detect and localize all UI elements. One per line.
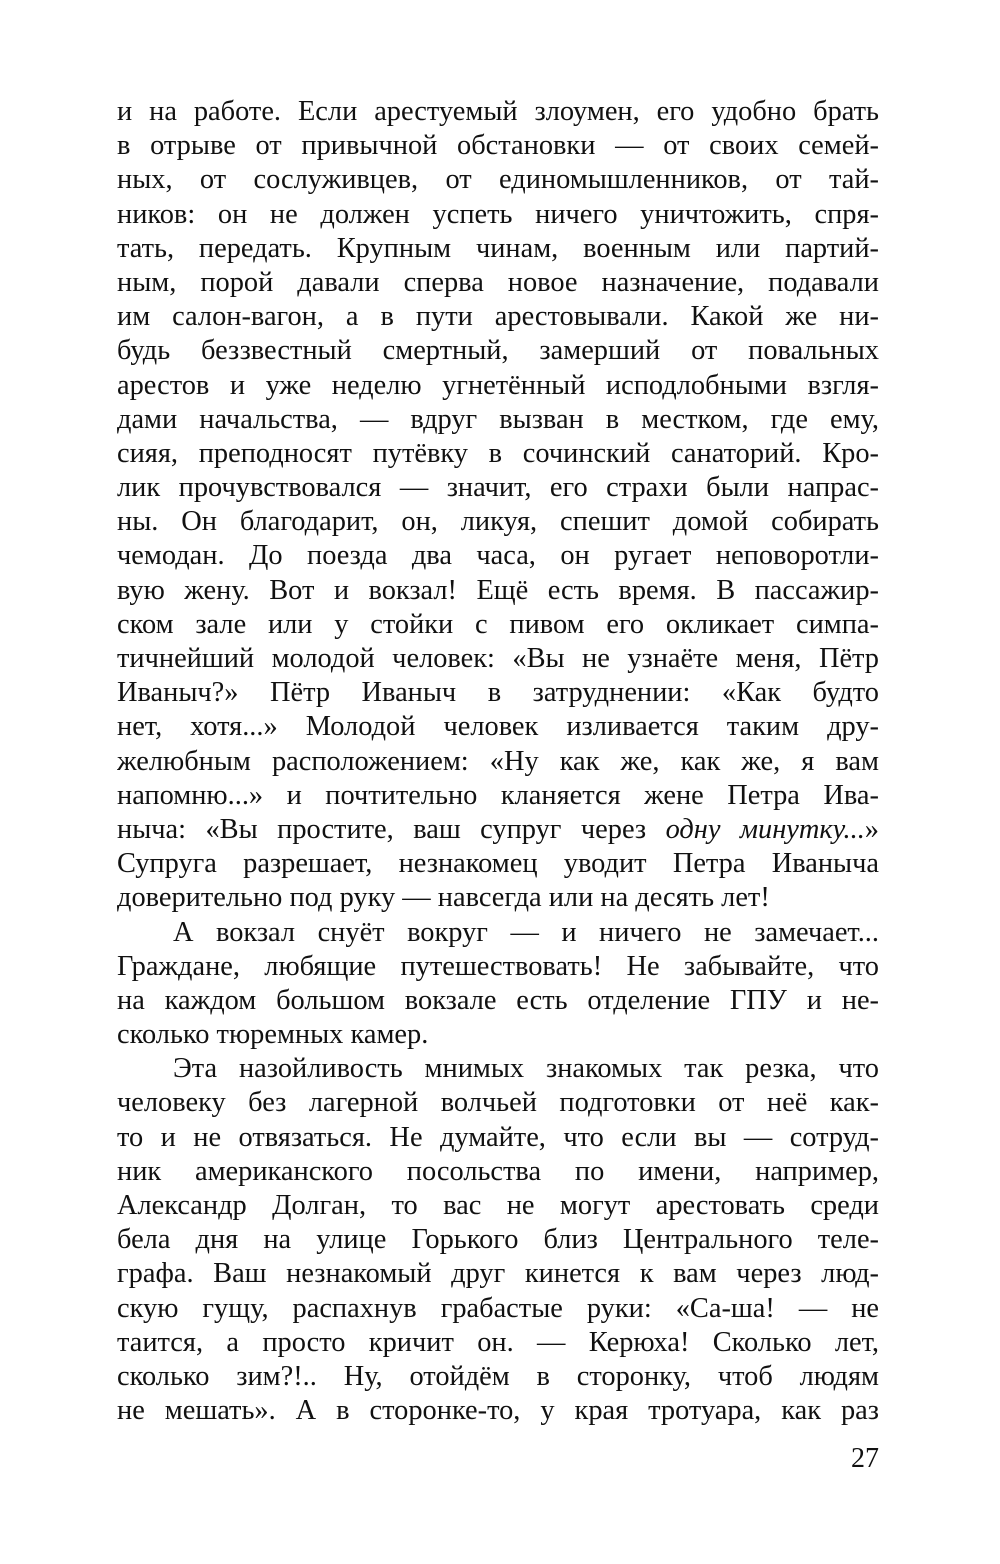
text-line: скую гущу, распахнув грабастые руки: «Са-ша! — не xyxy=(117,1292,879,1324)
text-line: в отрыве от привычной обстановки — от своих семей- xyxy=(117,130,879,162)
text-line: сколько зим?!.. Ну, отойдём в сторонку, чтоб людям xyxy=(117,1360,879,1392)
text-line: Граждане, любящие путешествовать! Не забывайте, что xyxy=(117,950,879,982)
paragraph-3 xyxy=(117,1052,879,1428)
text-line: тать, передать. Крупным чинам, военным или партий- xyxy=(117,232,879,264)
page-body-text xyxy=(117,95,879,1428)
page-number: 27 xyxy=(851,1443,879,1474)
text-line: арестов и уже неделю угнетённый исподлобными взгля- xyxy=(117,369,879,401)
text-line: ник американского посольства по имени, например, xyxy=(117,1155,879,1187)
text-line: ском зале или у стойки с пивом его окликает симпа- xyxy=(117,608,879,640)
text-line: сияя, преподносят путёвку в сочинский санаторий. Кро- xyxy=(117,437,879,469)
text-line: Александр Долган, то вас не могут арестовать среди xyxy=(117,1190,879,1221)
paragraph-2 xyxy=(117,916,879,1053)
text-line: ны. Он благодарит, он, ликуя, спешит домой собирать xyxy=(117,506,879,538)
text-line: графа. Ваш незнакомый друг кинется к вам через люд- xyxy=(117,1258,879,1290)
text-line: таится, а просто кричит он. — Керюха! Сколько лет, xyxy=(117,1326,879,1358)
paragraph-1 xyxy=(117,95,879,916)
text-line: бела дня на улице Горького близ Центрального теле- xyxy=(117,1224,879,1256)
text-line: ным, порой давали сперва новое назначение, подавали xyxy=(117,266,879,298)
text-line: Супруга разрешает, незнакомец уводит Петра Иваныча xyxy=(117,848,879,880)
text-line: дами начальства, — вдруг вызван в местком, где ему, xyxy=(117,403,879,435)
text-line: Иваныч?» Пётр Иваныч в затруднении: «Как будто xyxy=(117,677,879,709)
text-line: лик прочувствовался — значит, его страхи были напрас- xyxy=(117,472,879,504)
text-line: человеку без лагерной волчьей подготовки от неё как- xyxy=(117,1087,879,1119)
text-line: напомню...» и почтительно кланяется жене Петра Ива- xyxy=(117,779,879,811)
italic-emphasis: одну минутку... xyxy=(665,813,865,845)
text-line: им салон-вагон, а в пути арестовывали. Какой же ни- xyxy=(117,301,879,333)
text-line: Эта назойливость мнимых знакомых так резка, что xyxy=(173,1053,879,1085)
closing-quote: » xyxy=(864,813,879,845)
text-line: чемодан. До поезда два часа, он ругает неповоротли- xyxy=(117,540,879,572)
text-line: ных, от сослуживцев, от единомышленников, от тай- xyxy=(117,164,879,196)
text-line: и на работе. Если арестуемый злоумен, его удобно брать xyxy=(117,96,879,127)
text-line: желюбным расположением: «Ну как же, как же, я вам xyxy=(117,745,879,777)
text-line: А вокзал снуёт вокруг — и ничего не замечает... xyxy=(173,916,879,948)
text-line: сколько тюремных камер. xyxy=(117,1019,429,1051)
text-line: будь беззвестный смертный, замерший от повальных xyxy=(117,335,879,367)
text-line: нет, хотя...» Молодой человек изливается таким дру- xyxy=(117,711,879,743)
text-line: вую жену. Вот и вокзал! Ещё есть время. В пассажир- xyxy=(117,574,879,606)
text-line: на каждом большом вокзале есть отделение ГПУ и не- xyxy=(117,984,879,1016)
text-line-with-emphasis xyxy=(117,813,879,847)
text-line: тичнейший молодой человек: «Вы не узнаёте меня, Пётр xyxy=(117,643,879,674)
text-line: ников: он не должен успеть ничего уничтожить, спря- xyxy=(117,198,879,230)
text-line: доверительно под руку — навсегда или на десять лет! xyxy=(117,882,770,914)
text-line: то и не отвязаться. Не думайте, что если вы — сотруд- xyxy=(117,1121,879,1153)
text-line-start: ныча: «Вы простите, ваш супруг через xyxy=(117,813,666,845)
text-line: не мешать». А в сторонке-то, у края тротуара, как раз xyxy=(117,1395,879,1427)
